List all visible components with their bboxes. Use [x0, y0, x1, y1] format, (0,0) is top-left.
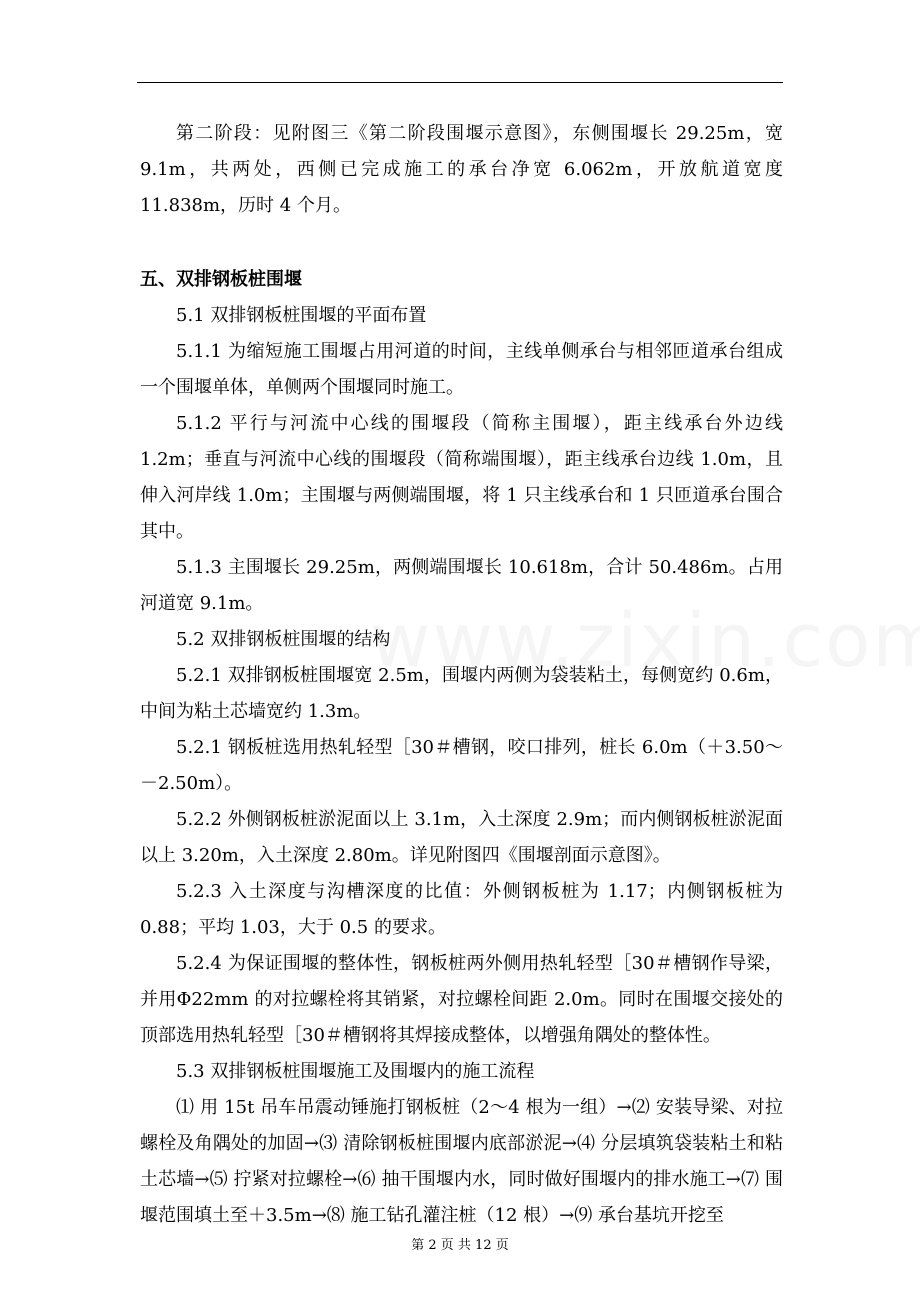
subheading-5-2: 5.2 双排钢板桩围堰的结构 [176, 629, 391, 650]
paragraph-5-1-3: 5.1.3 主围堰长 29.25m，两侧端围堰长 10.618m，合计 50.486m。占用河道宽 9.1m。 [140, 557, 783, 614]
paragraph-5-1-1: 5.1.1 为缩短施工围堰占用河道的时间，主线单侧承台与相邻匝道承台组成一个围堰单体，单侧两个围堰同时施工。 [140, 341, 783, 398]
subheading-5-1: 5.1 双排钢板桩围堰的平面布置 [176, 305, 427, 326]
section-heading: 五、双排钢板桩围堰 [140, 269, 302, 290]
paragraph-process-flow: ⑴ 用 15t 吊车吊震动锤施打钢板桩（2～4 根为一组）→⑵ 安装导梁、对拉螺栓及角隅处的加固→⑶ 清除钢板桩围堰内底部淤泥→⑷ 分层填筑袋装粘土和粘土芯墙→⑸ 拧紧对拉螺栓→⑹ 抽干围堰内水，同时做好围堰内的排水施工→⑺ 围堰范围填土至＋3.5m→⑻ 施工钻孔灌注桩（12 根）→⑼ 承台基坑开挖至 [140, 1097, 783, 1226]
paragraph-5-2-1a: 5.2.1 双排钢板桩围堰宽 2.5m，围堰内两侧为袋装粘土，每侧宽约 0.6m，中间为粘土芯墙宽约 1.3m。 [140, 665, 783, 722]
paragraph-5-2-4: 5.2.4 为保证围堰的整体性，钢板桩两外侧用热轧轻型［30＃槽钢作导梁，并用Φ22mm 的对拉螺栓将其销紧，对拉螺栓间距 2.0m。同时在围堰交接处的顶部选用热轧轻型［30＃槽钢将其焊接成整体，以增强角隅处的整体性。 [140, 953, 783, 1046]
document-body [140, 116, 783, 1234]
paragraph-5-1-2: 5.1.2 平行与河流中心线的围堰段（简称主围堰），距主线承台外边线 1.2m；垂直与河流中心线的围堰段（简称端围堰），距主线承台边线 1.0m，且伸入河岸线 1.0m；主围堰与两侧端围堰，将 1 只主线承台和 1 只匝道承台围合其中。 [140, 413, 783, 542]
paragraph-5-2-3: 5.2.3 入土深度与沟槽深度的比值：外侧钢板桩为 1.17；内侧钢板桩为 0.88；平均 1.03，大于 0.5 的要求。 [140, 881, 783, 938]
header-rule [137, 82, 783, 83]
paragraph-5-2-2: 5.2.2 外侧钢板桩淤泥面以上 3.1m，入土深度 2.9m；而内侧钢板桩淤泥面以上 3.20m，入土深度 2.80m。详见附图四《围堰剖面示意图》。 [140, 809, 783, 866]
page-footer: 第 2 页 共 12 页 [411, 1238, 509, 1253]
paragraph-stage2: 第二阶段：见附图三《第二阶段围堰示意图》，东侧围堰长 29.25m，宽 9.1m，共两处，西侧已完成施工的承台净宽 6.062m，开放航道宽度 11.838m，历时 4 个月。 [140, 123, 783, 216]
paragraph-5-2-1b: 5.2.1 钢板桩选用热轧轻型［30＃槽钢，咬口排列，桩长 6.0m（＋3.50～－2.50m）。 [140, 737, 783, 794]
subheading-5-3: 5.3 双排钢板桩围堰施工及围堰内的施工流程 [176, 1061, 535, 1082]
